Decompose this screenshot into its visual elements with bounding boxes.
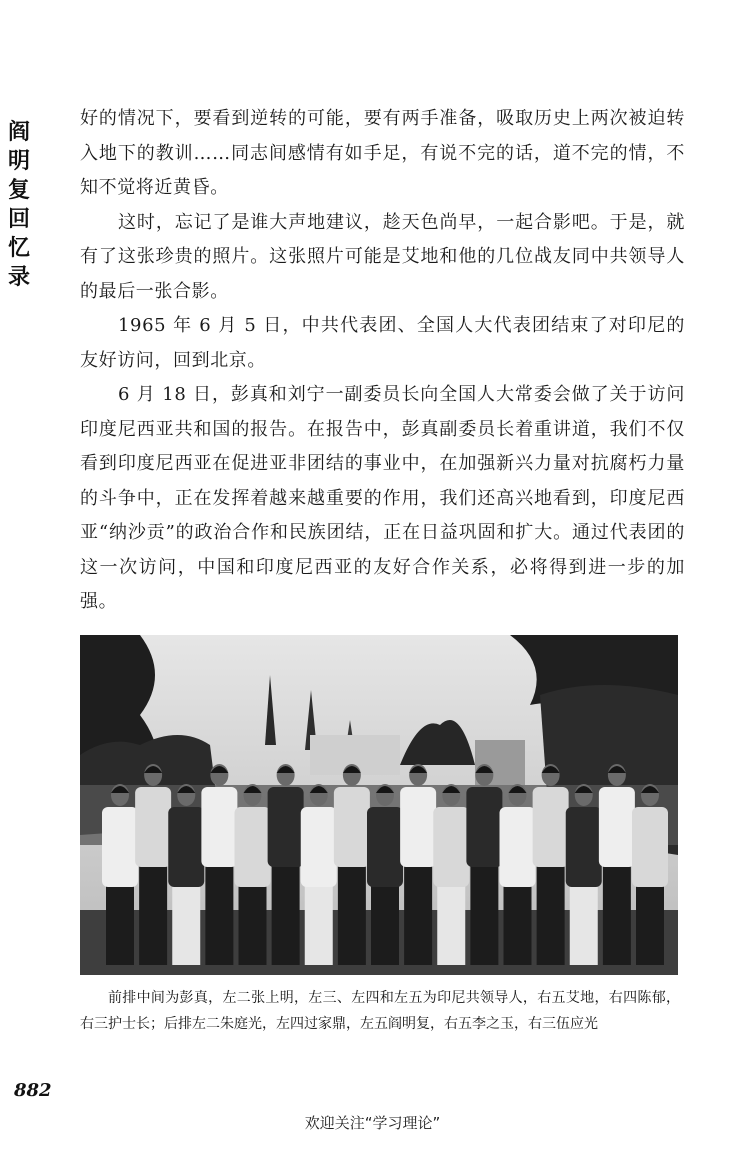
person-figure bbox=[168, 784, 204, 965]
group-photo-illustration bbox=[80, 635, 678, 975]
person-figure bbox=[533, 764, 569, 965]
group-photo bbox=[80, 635, 678, 975]
person-figure bbox=[400, 764, 436, 965]
person-figure bbox=[301, 784, 337, 965]
body-text bbox=[80, 102, 685, 620]
person-figure bbox=[135, 764, 171, 965]
footer-watermark: 欢迎关注“学习理论” bbox=[304, 1114, 441, 1132]
person-figure bbox=[235, 784, 271, 965]
photo-caption: 前排中间为彭真，左二张上明，左三、左四和左五为印尼共领导人，右五艾地，右四陈郁，右三护士长；后排左二朱庭光，左四过家鼎，左五阎明复，右五李之玉，右三伍应光 bbox=[80, 990, 680, 1032]
person-figure bbox=[566, 784, 602, 965]
person-figure bbox=[367, 784, 403, 965]
paragraph: 这时，忘记了是谁大声地建议，趁天色尚早，一起合影吧。于是，就有了这张珍贵的照片。这张照片可能是艾地和他的几位战友同中共领导人的最后一张合影。 bbox=[80, 211, 685, 302]
person-figure bbox=[102, 784, 138, 965]
person-figure bbox=[201, 764, 237, 965]
page-number: 882 bbox=[14, 1080, 52, 1101]
person-figure bbox=[268, 764, 304, 965]
person-figure bbox=[466, 764, 502, 965]
person-figure bbox=[632, 784, 668, 965]
person-figure bbox=[500, 784, 536, 965]
person-figure bbox=[334, 764, 370, 965]
paragraph: 好的情况下，要看到逆转的可能，要有两手准备，吸取历史上两次被迫转入地下的教训……同志间感情有如手足，有说不完的话，道不完的情，不知不觉将近黄昏。 bbox=[80, 108, 685, 198]
paragraph: 6 月 18 日，彭真和刘宁一副委员长向全国人大常委会做了关于访问印度尼西亚共和国的报告。在报告中，彭真副委员长着重讲道，我们不仅看到印度尼西亚在促进亚非团结的事业中，在加强新兴力量对抗腐朽力量的斗争中，正在发挥着越来越重要的作用，我们还高兴地看到，印度尼西亚“纳沙贡”的政治合作和民族团结，正在日益巩固和扩大。通过代表团的这一次访问，中国和印度尼西亚的友好合作关系，必将得到进一步的加强。 bbox=[80, 384, 685, 612]
book-title-vertical: 阎明复回忆录 bbox=[8, 119, 31, 290]
paragraph: 1965 年 6 月 5 日，中共代表团、全国人大代表团结束了对印尼的友好访问，回到北京。 bbox=[80, 315, 685, 371]
person-figure bbox=[433, 784, 469, 965]
person-figure bbox=[599, 764, 635, 965]
